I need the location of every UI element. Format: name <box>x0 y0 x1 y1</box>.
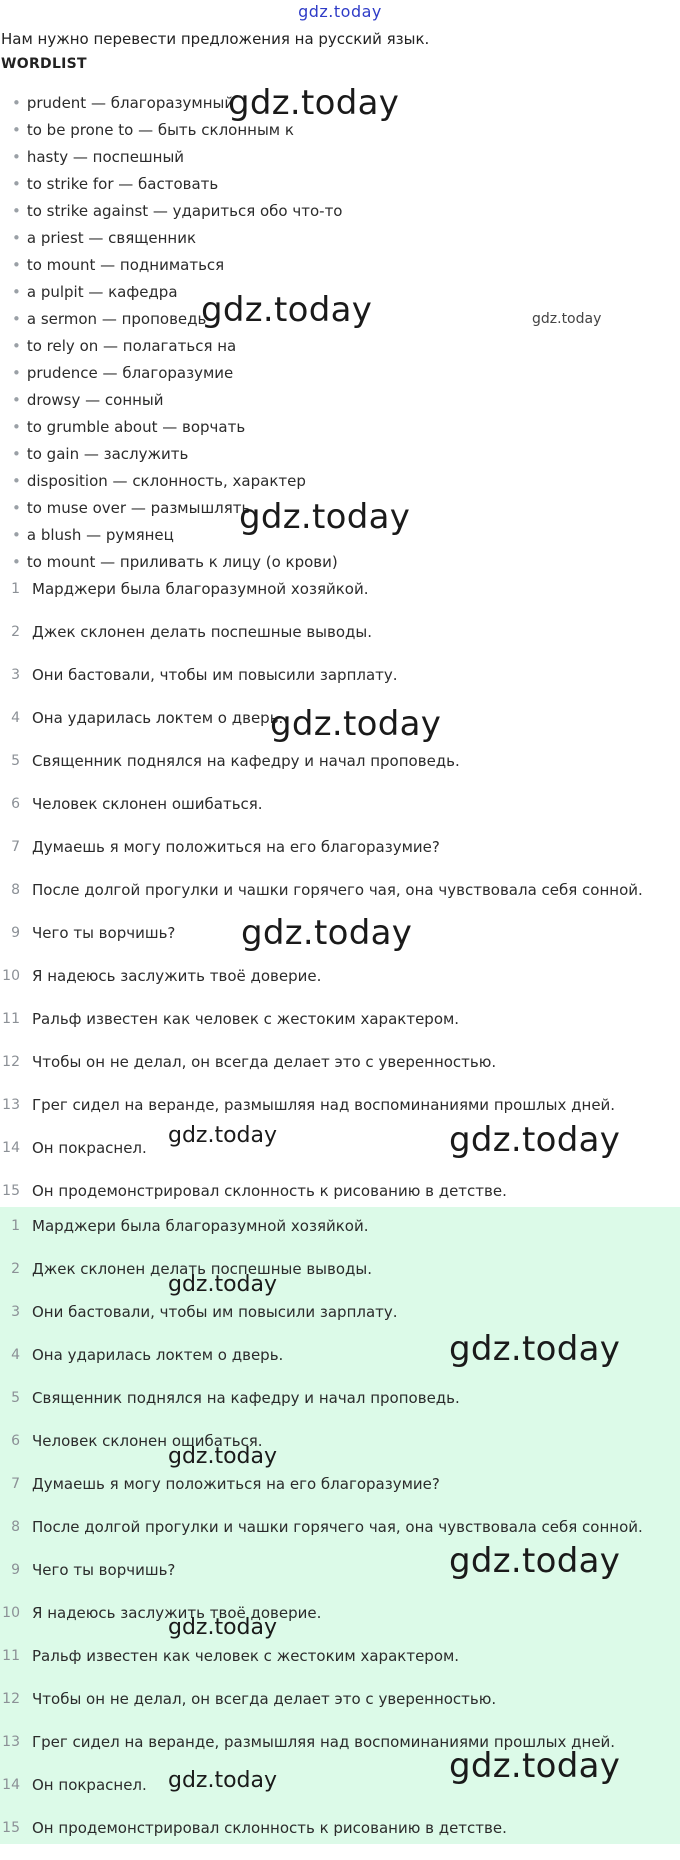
bullet-icon: • <box>12 310 21 328</box>
wordlist-entry: a sermon — проповедь <box>26 310 207 328</box>
sentence-number: 2 <box>11 1261 20 1277</box>
watermark: gdz.today <box>449 1541 621 1581</box>
wordlist-entry: a priest — священник <box>26 229 197 247</box>
wordlist-entry: a pulpit — кафедра <box>26 283 178 301</box>
wordlist-entry: drowsy — сонный <box>26 391 164 409</box>
sentence-text: Чтобы он не делал, он всегда делает это с уверенностью. <box>32 1690 497 1708</box>
bullet-icon: • <box>12 445 21 463</box>
sentence-number: 1 <box>11 1218 20 1234</box>
wordlist-item <box>12 414 245 441</box>
wordlist-item <box>12 468 306 495</box>
wordlist-item <box>12 333 236 360</box>
sentence-number: 14 <box>2 1777 20 1793</box>
sentence-text: Думаешь я могу положиться на его благоразумие? <box>32 838 440 856</box>
watermark: gdz.today <box>201 290 373 330</box>
wordlist-item <box>12 90 234 117</box>
sentence-text: Джек склонен делать поспешные выводы. <box>32 623 373 641</box>
wordlist-item <box>12 279 178 306</box>
sentence-number: 8 <box>11 1519 20 1535</box>
sentence-text: Он покраснел. <box>32 1776 147 1794</box>
sentence-number: 11 <box>2 1648 20 1664</box>
sentence-number: 8 <box>11 882 20 898</box>
sentence-number: 11 <box>2 1011 20 1027</box>
wordlist-entry: to rely on — полагаться на <box>26 337 237 355</box>
wordlist-entry: prudence — благоразумие <box>26 364 234 382</box>
wordlist-entry: to gain — заслужить <box>26 445 189 463</box>
wordlist-item <box>12 549 338 576</box>
wordlist-entry: a blush — румянец <box>26 526 174 544</box>
sentence-number: 1 <box>11 581 20 597</box>
bullet-icon: • <box>12 148 21 166</box>
sentence-number: 12 <box>2 1054 20 1070</box>
sentence-text: Человек склонен ошибаться. <box>32 795 263 813</box>
wordlist-entry: to be prone to — быть склонным к <box>26 121 294 139</box>
wordlist-item <box>12 522 174 549</box>
wordlist-item <box>12 252 224 279</box>
watermark: gdz.today <box>168 1272 278 1297</box>
sentence-text: Чтобы он не делал, он всегда делает это с уверенностью. <box>32 1053 497 1071</box>
wordlist-entry: to mount — приливать к лицу (о крови) <box>26 553 338 571</box>
sentence-text: Священник поднялся на кафедру и начал проповедь. <box>32 752 460 770</box>
sentence-number: 4 <box>11 1347 20 1363</box>
sentence-text: Ральф известен как человек с жестоким характером. <box>32 1010 460 1028</box>
wordlist-entry: hasty — поспешный <box>26 148 185 166</box>
wordlist-entry: to strike for — бастовать <box>26 175 219 193</box>
wordlist-item <box>12 117 294 144</box>
watermark: gdz.today <box>168 1123 278 1148</box>
sentence-text: Грег сидел на веранде, размышляя над воспоминаниями прошлых дней. <box>32 1096 616 1114</box>
wordlist-entry: to muse over — размышлять <box>26 499 251 517</box>
wordlist-item <box>12 225 196 252</box>
wordlist-entry: to mount — подниматься <box>26 256 225 274</box>
sentence-number: 9 <box>11 925 20 941</box>
sentence-text: Они бастовали, чтобы им повысили зарплату. <box>32 1303 398 1321</box>
sentence-number: 10 <box>2 1605 20 1621</box>
bullet-icon: • <box>12 418 21 436</box>
watermark: gdz.today <box>168 1768 278 1793</box>
wordlist-item <box>12 360 233 387</box>
sentence-text: Чего ты ворчишь? <box>32 924 176 942</box>
sentence-number: 15 <box>2 1183 20 1199</box>
watermark: gdz.today <box>449 1746 621 1786</box>
sentence-number: 12 <box>2 1691 20 1707</box>
watermark: gdz.today <box>168 1444 278 1469</box>
wordlist-entry: to grumble about — ворчать <box>26 418 246 436</box>
sentence-number: 3 <box>11 667 20 683</box>
wordlist-item <box>12 495 250 522</box>
sentence-number: 4 <box>11 710 20 726</box>
bullet-icon: • <box>12 94 21 112</box>
sentence-number: 5 <box>11 753 20 769</box>
bullet-icon: • <box>12 553 21 571</box>
wordlist-entry: disposition — склонность, характер <box>26 472 306 490</box>
watermark: gdz.today <box>228 83 400 123</box>
wordlist-item <box>12 144 184 171</box>
bullet-icon: • <box>12 121 21 139</box>
watermark: gdz.today <box>449 1329 621 1369</box>
sentence-text: Ральф известен как человек с жестоким характером. <box>32 1647 460 1665</box>
watermark: gdz.today <box>449 1120 621 1160</box>
wordlist-item <box>12 171 218 198</box>
watermark: gdz.today <box>239 497 411 537</box>
sentence-text: Он покраснел. <box>32 1139 147 1157</box>
sentence-text: Она ударилась локтем о дверь. <box>32 709 284 727</box>
sentence-number: 7 <box>11 1476 20 1492</box>
bullet-icon: • <box>12 499 21 517</box>
watermark: gdz.today <box>168 1615 278 1640</box>
task-instruction: Нам нужно перевести предложения на русский язык. <box>1 30 430 48</box>
sentence-text: Чего ты ворчишь? <box>32 1561 176 1579</box>
sentence-number: 15 <box>2 1820 20 1836</box>
sentence-text: После долгой прогулки и чашки горячего чая, она чувствовала себя сонной. <box>32 1518 643 1536</box>
bullet-icon: • <box>12 472 21 490</box>
wordlist-entry: prudent — благоразумный <box>26 94 235 112</box>
sentence-number: 13 <box>2 1734 20 1750</box>
bullet-icon: • <box>12 283 21 301</box>
sentence-number: 6 <box>11 796 20 812</box>
sentence-text: Он продемонстрировал склонность к рисованию в детстве. <box>32 1182 507 1200</box>
wordlist-item <box>12 198 342 225</box>
sentence-text: Марджери была благоразумной хозяйкой. <box>32 580 369 598</box>
sentence-text: Он продемонстрировал склонность к рисованию в детстве. <box>32 1819 507 1837</box>
sentence-text: Думаешь я могу положиться на его благоразумие? <box>32 1475 440 1493</box>
wordlist-item <box>12 387 164 414</box>
bullet-icon: • <box>12 364 21 382</box>
sentence-text: Грег сидел на веранде, размышляя над воспоминаниями прошлых дней. <box>32 1733 616 1751</box>
bullet-icon: • <box>12 229 21 247</box>
wordlist-heading: WORDLIST <box>1 56 87 72</box>
bullet-icon: • <box>12 256 21 274</box>
sentence-number: 9 <box>11 1562 20 1578</box>
sentence-text: Я надеюсь заслужить твоё доверие. <box>32 967 322 985</box>
wordlist-entry: to strike against — удариться обо что-то <box>26 202 343 220</box>
sentence-number: 10 <box>2 968 20 984</box>
sentence-number: 6 <box>11 1433 20 1449</box>
bullet-icon: • <box>12 526 21 544</box>
sentence-number: 5 <box>11 1390 20 1406</box>
sentence-number: 14 <box>2 1140 20 1156</box>
sentence-number: 13 <box>2 1097 20 1113</box>
sentence-number: 2 <box>11 624 20 640</box>
sentence-text: Священник поднялся на кафедру и начал проповедь. <box>32 1389 460 1407</box>
sentence-text: Они бастовали, чтобы им повысили зарплату. <box>32 666 398 684</box>
wordlist-item <box>12 306 206 333</box>
sentence-text: После долгой прогулки и чашки горячего чая, она чувствовала себя сонной. <box>32 881 643 899</box>
sentence-text: Я надеюсь заслужить твоё доверие. <box>32 1604 322 1622</box>
sentence-text: Марджери была благоразумной хозяйкой. <box>32 1217 369 1235</box>
watermark: gdz.today <box>270 704 442 744</box>
watermark: gdz.today <box>532 311 602 327</box>
sentence-number: 7 <box>11 839 20 855</box>
sentence-text: Джек склонен делать поспешные выводы. <box>32 1260 373 1278</box>
site-logo[interactable]: gdz.today <box>298 2 382 21</box>
watermark: gdz.today <box>241 913 413 953</box>
sentence-number: 3 <box>11 1304 20 1320</box>
wordlist-item <box>12 441 188 468</box>
sentence-text: Человек склонен ошибаться. <box>32 1432 263 1450</box>
sentence-text: Она ударилась локтем о дверь. <box>32 1346 284 1364</box>
bullet-icon: • <box>12 202 21 220</box>
bullet-icon: • <box>12 391 21 409</box>
bullet-icon: • <box>12 175 21 193</box>
bullet-icon: • <box>12 337 21 355</box>
